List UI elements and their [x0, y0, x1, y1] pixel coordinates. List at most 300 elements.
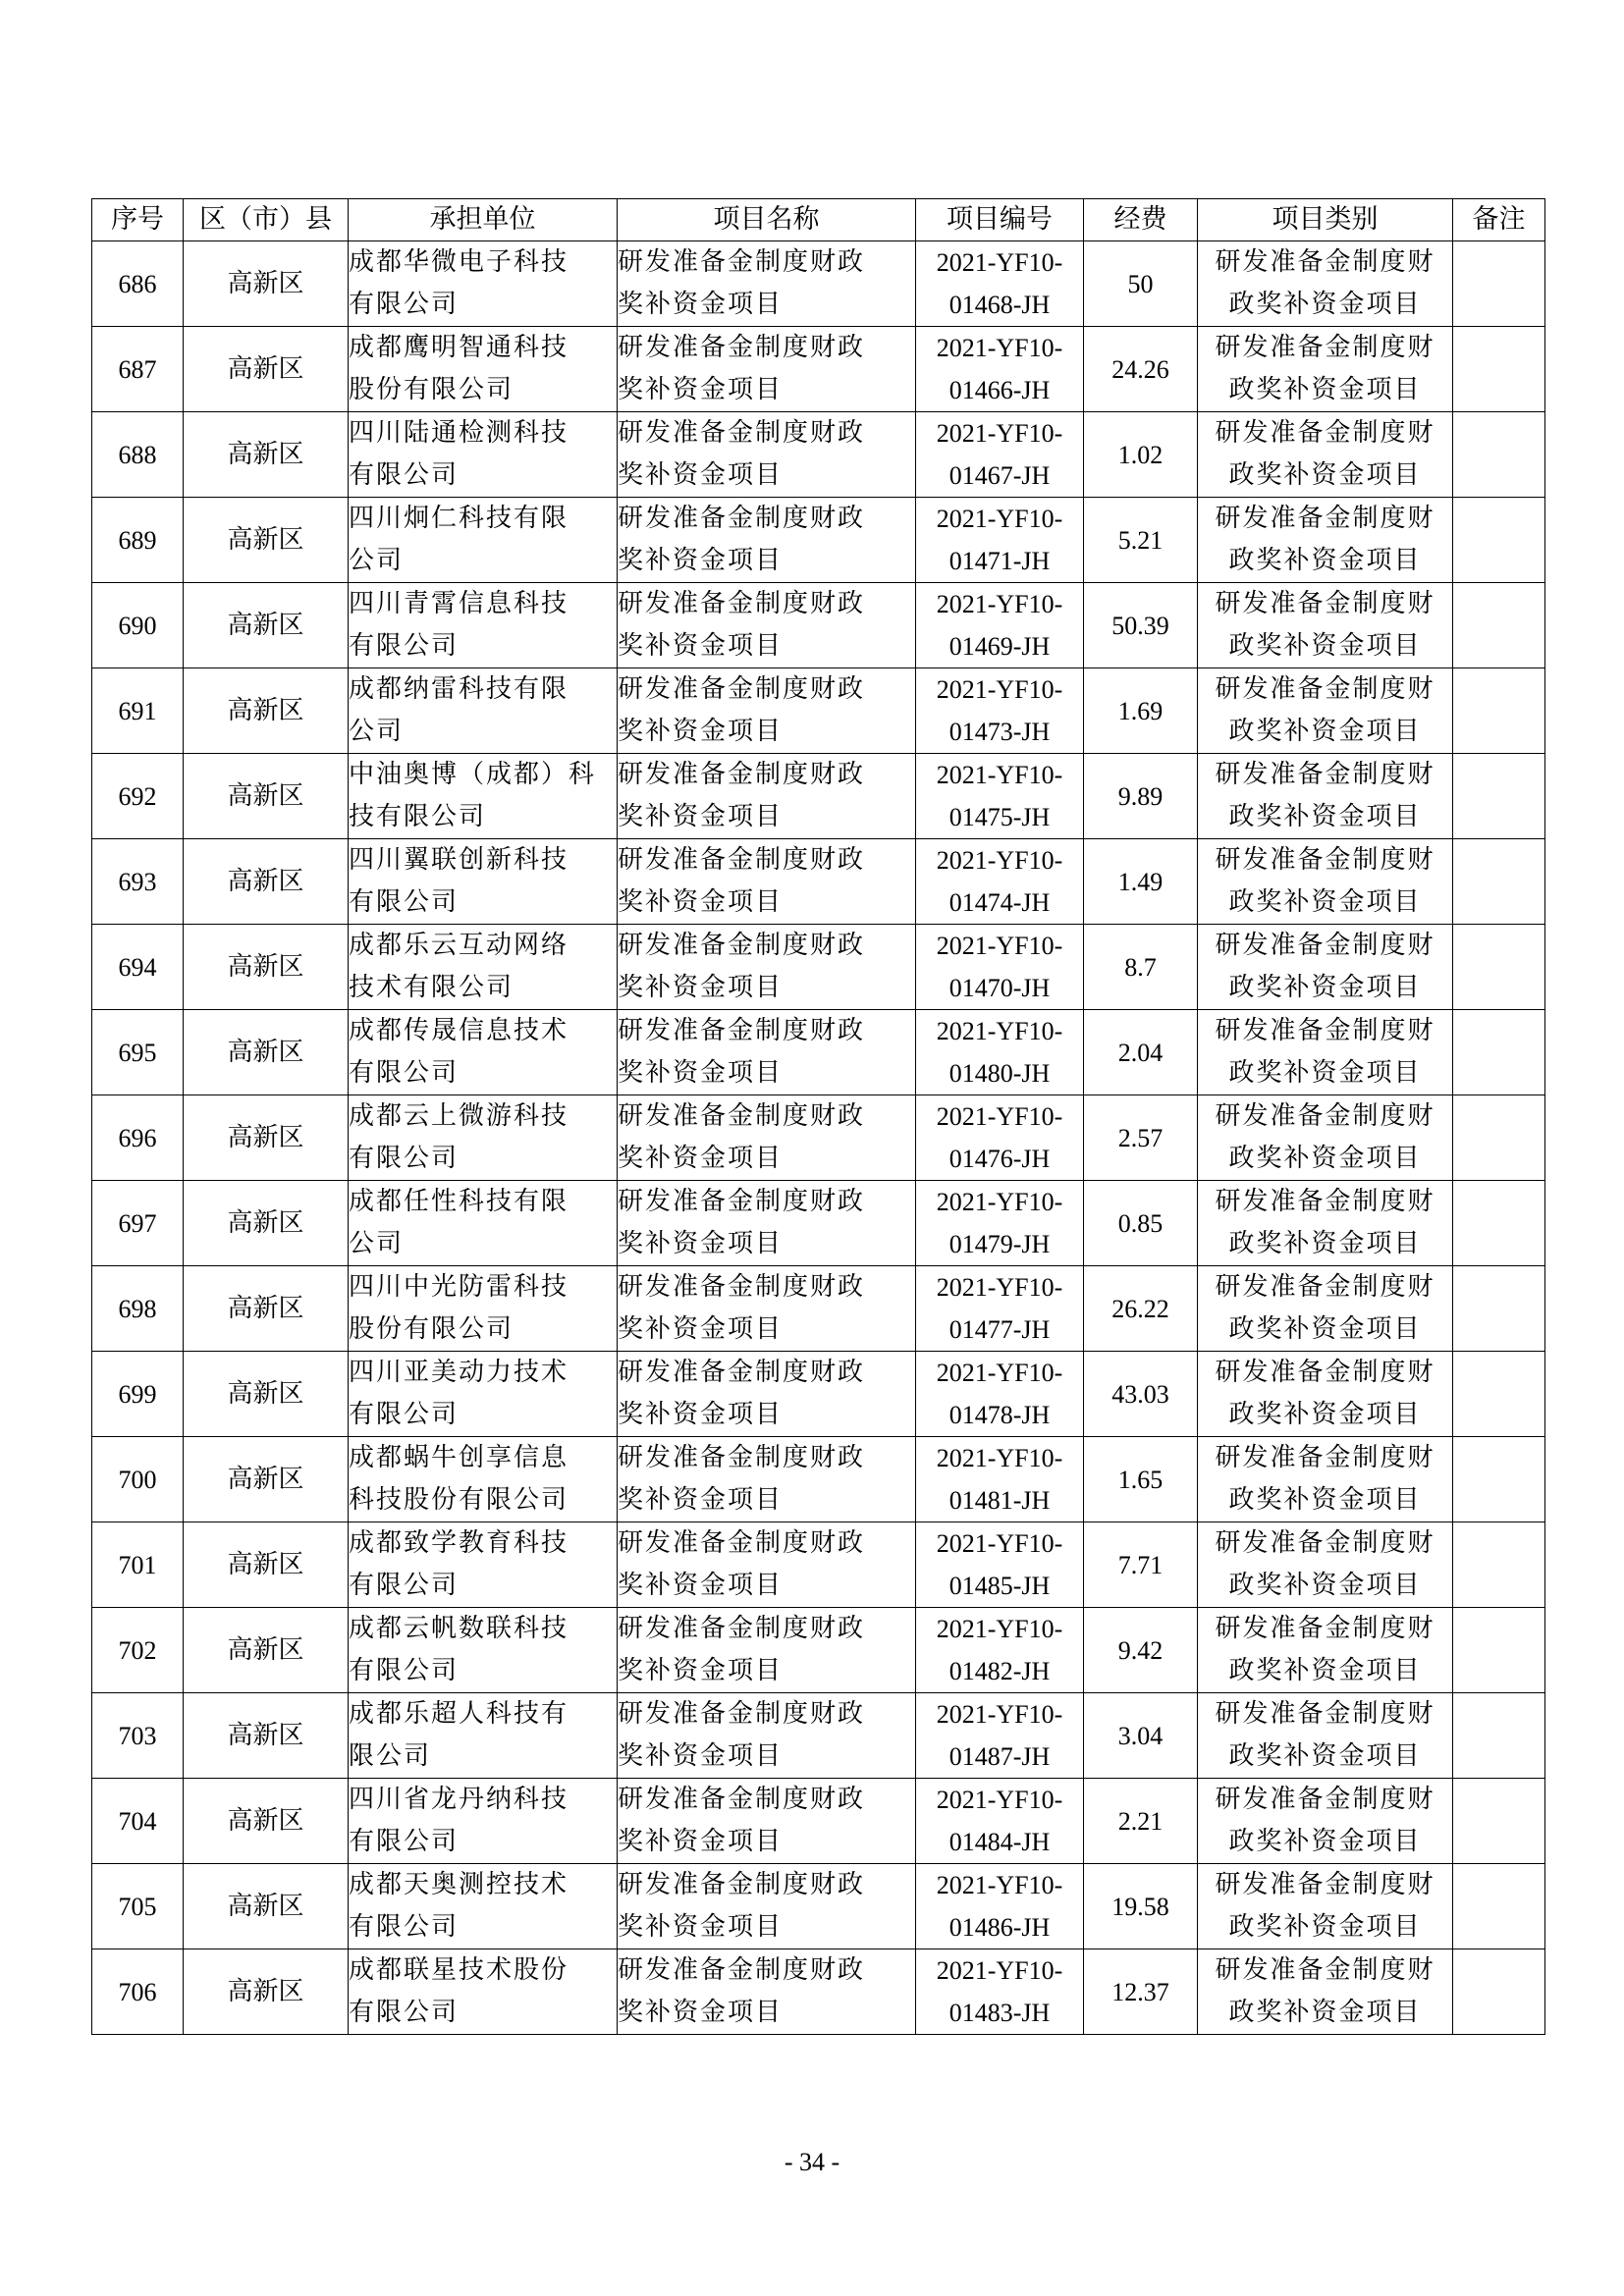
district-cell: 高新区	[184, 583, 349, 668]
project-code-cell-line: 01471-JH	[948, 547, 1051, 575]
project-code-cell-line: 01485-JH	[948, 1572, 1051, 1600]
project-code-cell	[916, 1095, 1084, 1181]
project-code-cell-line: 2021-YF10-	[936, 1188, 1063, 1216]
project-code-cell-line: 2021-YF10-	[936, 590, 1063, 618]
undertaking-unit-cell	[349, 1010, 618, 1095]
header-project-category: 项目类别	[1198, 199, 1453, 241]
project-code-cell-line: 2021-YF10-	[936, 1017, 1063, 1045]
serial-number-cell: 687	[92, 327, 184, 412]
project-name-cell	[618, 1864, 916, 1949]
funding-cell: 1.02	[1084, 412, 1198, 498]
project-code-cell	[916, 583, 1084, 668]
project-category-cell-line: 研发准备金制度财	[1215, 1358, 1435, 1387]
project-category-cell-line: 政奖补资金项目	[1228, 1144, 1422, 1173]
serial-number-cell: 698	[92, 1266, 184, 1352]
project-code-cell	[916, 1352, 1084, 1437]
district-cell: 高新区	[184, 1352, 349, 1437]
district-cell: 高新区	[184, 498, 349, 583]
district-cell: 高新区	[184, 1522, 349, 1608]
project-name-cell-line: 奖补资金项目	[618, 717, 784, 746]
table-row	[92, 1437, 1545, 1522]
serial-number-cell: 705	[92, 1864, 184, 1949]
project-category-cell	[1198, 1522, 1453, 1608]
project-category-cell	[1198, 1266, 1453, 1352]
page-number: - 34 -	[784, 2148, 840, 2176]
project-code-cell-line: 01487-JH	[948, 1742, 1051, 1771]
district-cell: 高新区	[184, 668, 349, 754]
project-code-cell-line: 01469-JH	[948, 632, 1051, 661]
table-row	[92, 1864, 1545, 1949]
project-category-cell-line: 研发准备金制度财	[1215, 1785, 1435, 1814]
remarks-cell	[1453, 1095, 1545, 1181]
undertaking-unit-cell	[349, 1608, 618, 1693]
undertaking-unit-cell-line: 有限公司	[349, 1400, 460, 1429]
undertaking-unit-cell-line: 技术有限公司	[349, 973, 514, 1002]
project-code-cell	[916, 839, 1084, 925]
undertaking-unit-cell	[349, 241, 618, 327]
undertaking-unit-cell-line: 成都乐超人科技有	[349, 1699, 569, 1729]
project-category-cell-line: 研发准备金制度财	[1215, 1699, 1435, 1729]
undertaking-unit-cell	[349, 668, 618, 754]
project-code-cell-line: 01480-JH	[948, 1059, 1051, 1088]
project-code-cell-line: 2021-YF10-	[936, 846, 1063, 875]
project-name-cell	[618, 1949, 916, 2035]
undertaking-unit-cell-line: 四川亚美动力技术	[349, 1358, 569, 1387]
project-category-cell-line: 政奖补资金项目	[1228, 1571, 1422, 1600]
undertaking-unit-cell-line: 有限公司	[349, 1656, 460, 1685]
project-code-cell-line: 01482-JH	[948, 1657, 1051, 1685]
remarks-cell	[1453, 583, 1545, 668]
project-code-cell-line: 01467-JH	[948, 461, 1051, 490]
table-row	[92, 668, 1545, 754]
project-code-cell	[916, 1864, 1084, 1949]
district-cell: 高新区	[184, 1693, 349, 1779]
undertaking-unit-cell-line: 成都联星技术股份	[349, 1955, 569, 1985]
project-category-cell-line: 研发准备金制度财	[1215, 418, 1435, 448]
header-serial-number: 序号	[92, 199, 184, 241]
table-row	[92, 327, 1545, 412]
project-code-cell-line: 01475-JH	[948, 803, 1051, 831]
project-name-cell	[618, 1437, 916, 1522]
project-category-cell-line: 研发准备金制度财	[1215, 931, 1435, 960]
funding-cell: 7.71	[1084, 1522, 1198, 1608]
project-name-cell	[618, 925, 916, 1010]
project-code-cell-line: 2021-YF10-	[936, 1871, 1063, 1899]
undertaking-unit-cell-line: 有限公司	[349, 1058, 460, 1088]
project-category-cell-line: 政奖补资金项目	[1228, 460, 1422, 490]
project-category-cell-line: 政奖补资金项目	[1228, 1485, 1422, 1515]
project-code-cell-line: 2021-YF10-	[936, 505, 1063, 533]
project-category-cell	[1198, 1352, 1453, 1437]
district-cell: 高新区	[184, 327, 349, 412]
table-row	[92, 1010, 1545, 1095]
project-name-cell-line: 研发准备金制度财政	[618, 1016, 866, 1045]
table-row	[92, 839, 1545, 925]
undertaking-unit-cell-line: 股份有限公司	[349, 1314, 514, 1344]
remarks-cell	[1453, 241, 1545, 327]
remarks-cell	[1453, 1608, 1545, 1693]
project-name-cell-line: 研发准备金制度财政	[618, 1614, 866, 1643]
project-name-cell-line: 奖补资金项目	[618, 1314, 784, 1344]
project-code-cell-line: 01479-JH	[948, 1230, 1051, 1258]
undertaking-unit-cell	[349, 498, 618, 583]
project-name-cell	[618, 498, 916, 583]
project-name-cell-line: 研发准备金制度财政	[618, 1870, 866, 1899]
project-code-cell-line: 01473-JH	[948, 718, 1051, 746]
project-name-cell-line: 研发准备金制度财政	[618, 1443, 866, 1472]
undertaking-unit-cell-line: 技有限公司	[349, 802, 487, 831]
remarks-cell	[1453, 754, 1545, 839]
project-name-cell-line: 奖补资金项目	[618, 1229, 784, 1258]
project-code-cell	[916, 241, 1084, 327]
undertaking-unit-cell-line: 成都传晟信息技术	[349, 1016, 569, 1045]
project-name-cell-line: 奖补资金项目	[618, 1741, 784, 1771]
project-category-cell	[1198, 1437, 1453, 1522]
table-row	[92, 1693, 1545, 1779]
table-row	[92, 241, 1545, 327]
funding-cell: 50.39	[1084, 583, 1198, 668]
project-name-cell	[618, 668, 916, 754]
remarks-cell	[1453, 1010, 1545, 1095]
undertaking-unit-cell-line: 成都华微电子科技	[349, 247, 569, 277]
project-category-cell-line: 政奖补资金项目	[1228, 1314, 1422, 1344]
funding-cell: 12.37	[1084, 1949, 1198, 2035]
table-row	[92, 1266, 1545, 1352]
project-name-cell-line: 研发准备金制度财政	[618, 1187, 866, 1216]
project-name-cell-line: 研发准备金制度财政	[618, 1101, 866, 1131]
serial-number-cell: 696	[92, 1095, 184, 1181]
project-name-cell-line: 奖补资金项目	[618, 375, 784, 404]
project-code-cell	[916, 498, 1084, 583]
table-row	[92, 1522, 1545, 1608]
header-row	[92, 199, 1545, 241]
serial-number-cell: 706	[92, 1949, 184, 2035]
project-category-cell-line: 政奖补资金项目	[1228, 973, 1422, 1002]
undertaking-unit-cell-line: 科技股份有限公司	[349, 1485, 569, 1515]
project-name-cell-line: 奖补资金项目	[618, 887, 784, 917]
undertaking-unit-cell-line: 有限公司	[349, 1827, 460, 1856]
table-row	[92, 754, 1545, 839]
funding-cell: 9.42	[1084, 1608, 1198, 1693]
table-row	[92, 583, 1545, 668]
district-cell: 高新区	[184, 1266, 349, 1352]
project-code-cell-line: 2021-YF10-	[936, 1529, 1063, 1558]
remarks-cell	[1453, 668, 1545, 754]
undertaking-unit-cell-line: 成都天奥测控技术	[349, 1870, 569, 1899]
funding-cell: 19.58	[1084, 1864, 1198, 1949]
serial-number-cell: 697	[92, 1181, 184, 1266]
header-undertaking-unit: 承担单位	[349, 199, 618, 241]
project-category-cell-line: 政奖补资金项目	[1228, 1912, 1422, 1942]
project-category-cell-line: 研发准备金制度财	[1215, 1870, 1435, 1899]
project-category-cell-line: 政奖补资金项目	[1228, 1656, 1422, 1685]
funding-cell: 1.65	[1084, 1437, 1198, 1522]
undertaking-unit-cell	[349, 754, 618, 839]
district-cell: 高新区	[184, 1779, 349, 1864]
funding-cell: 26.22	[1084, 1266, 1198, 1352]
undertaking-unit-cell-line: 成都乐云互动网络	[349, 931, 569, 960]
project-code-cell-line: 01468-JH	[948, 291, 1051, 319]
project-code-cell	[916, 412, 1084, 498]
project-category-cell	[1198, 412, 1453, 498]
district-cell: 高新区	[184, 1608, 349, 1693]
project-category-cell-line: 政奖补资金项目	[1228, 887, 1422, 917]
undertaking-unit-cell-line: 公司	[349, 717, 405, 746]
header-district: 区（市）县	[184, 199, 349, 241]
table-row	[92, 1608, 1545, 1693]
project-code-cell	[916, 925, 1084, 1010]
project-category-cell	[1198, 498, 1453, 583]
project-category-cell-line: 研发准备金制度财	[1215, 1528, 1435, 1558]
undertaking-unit-cell-line: 四川陆通检测科技	[349, 418, 569, 448]
header-project-name: 项目名称	[618, 199, 916, 241]
undertaking-unit-cell	[349, 1779, 618, 1864]
project-name-cell-line: 奖补资金项目	[618, 631, 784, 661]
district-cell: 高新区	[184, 1095, 349, 1181]
project-code-cell-line: 2021-YF10-	[936, 1102, 1063, 1131]
project-name-cell-line: 奖补资金项目	[618, 1485, 784, 1515]
project-category-cell-line: 政奖补资金项目	[1228, 546, 1422, 575]
undertaking-unit-cell	[349, 839, 618, 925]
undertaking-unit-cell-line: 四川翼联创新科技	[349, 845, 569, 875]
funding-cell: 1.69	[1084, 668, 1198, 754]
project-code-cell-line: 01466-JH	[948, 376, 1051, 404]
project-category-cell-line: 研发准备金制度财	[1215, 333, 1435, 362]
undertaking-unit-cell-line: 公司	[349, 1229, 405, 1258]
remarks-cell	[1453, 925, 1545, 1010]
project-category-cell	[1198, 1010, 1453, 1095]
remarks-cell	[1453, 1779, 1545, 1864]
undertaking-unit-cell-line: 四川中光防雷科技	[349, 1272, 569, 1302]
project-category-cell-line: 政奖补资金项目	[1228, 1229, 1422, 1258]
project-code-cell	[916, 1522, 1084, 1608]
undertaking-unit-cell	[349, 1949, 618, 2035]
undertaking-unit-cell	[349, 1181, 618, 1266]
undertaking-unit-cell-line: 有限公司	[349, 290, 460, 319]
header-project-code: 项目编号	[916, 199, 1084, 241]
undertaking-unit-cell-line: 四川省龙丹纳科技	[349, 1785, 569, 1814]
project-name-cell-line: 研发准备金制度财政	[618, 1358, 866, 1387]
project-category-cell-line: 研发准备金制度财	[1215, 1101, 1435, 1131]
project-category-cell-line: 研发准备金制度财	[1215, 674, 1435, 704]
project-category-cell-line: 政奖补资金项目	[1228, 1058, 1422, 1088]
project-category-cell-line: 研发准备金制度财	[1215, 1443, 1435, 1472]
project-category-cell	[1198, 839, 1453, 925]
project-name-cell-line: 研发准备金制度财政	[618, 674, 866, 704]
project-name-cell-line: 奖补资金项目	[618, 546, 784, 575]
project-name-cell-line: 研发准备金制度财政	[618, 418, 866, 448]
project-category-cell-line: 政奖补资金项目	[1228, 290, 1422, 319]
remarks-cell	[1453, 498, 1545, 583]
project-name-cell	[618, 754, 916, 839]
undertaking-unit-cell-line: 成都任性科技有限	[349, 1187, 569, 1216]
undertaking-unit-cell-line: 有限公司	[349, 631, 460, 661]
project-name-cell	[618, 583, 916, 668]
funding-cell: 1.49	[1084, 839, 1198, 925]
remarks-cell	[1453, 1864, 1545, 1949]
district-cell: 高新区	[184, 1864, 349, 1949]
project-code-cell-line: 2021-YF10-	[936, 761, 1063, 789]
project-category-cell-line: 政奖补资金项目	[1228, 802, 1422, 831]
undertaking-unit-cell-line: 有限公司	[349, 460, 460, 490]
project-name-cell-line: 研发准备金制度财政	[618, 247, 866, 277]
table-row	[92, 1949, 1545, 2035]
district-cell: 高新区	[184, 839, 349, 925]
district-cell: 高新区	[184, 754, 349, 839]
undertaking-unit-cell	[349, 327, 618, 412]
undertaking-unit-cell-line: 有限公司	[349, 1998, 460, 2027]
undertaking-unit-cell-line: 成都致学教育科技	[349, 1528, 569, 1558]
undertaking-unit-cell-line: 四川炯仁科技有限	[349, 504, 569, 533]
project-name-cell-line: 研发准备金制度财政	[618, 1785, 866, 1814]
project-category-cell-line: 政奖补资金项目	[1228, 717, 1422, 746]
project-category-cell-line: 政奖补资金项目	[1228, 1400, 1422, 1429]
project-code-cell	[916, 1437, 1084, 1522]
project-code-cell-line: 01477-JH	[948, 1315, 1051, 1344]
project-name-cell	[618, 1352, 916, 1437]
remarks-cell	[1453, 1949, 1545, 2035]
project-code-cell	[916, 754, 1084, 839]
project-name-cell-line: 奖补资金项目	[618, 1998, 784, 2027]
table-row	[92, 498, 1545, 583]
remarks-cell	[1453, 1352, 1545, 1437]
serial-number-cell: 688	[92, 412, 184, 498]
project-name-cell	[618, 241, 916, 327]
undertaking-unit-cell-line: 四川青霄信息科技	[349, 589, 569, 618]
project-category-cell	[1198, 1608, 1453, 1693]
funding-cell: 3.04	[1084, 1693, 1198, 1779]
project-name-cell-line: 研发准备金制度财政	[618, 504, 866, 533]
project-category-cell	[1198, 241, 1453, 327]
undertaking-unit-cell-line: 股份有限公司	[349, 375, 514, 404]
undertaking-unit-cell	[349, 1522, 618, 1608]
table-row	[92, 925, 1545, 1010]
undertaking-unit-cell	[349, 583, 618, 668]
project-name-cell-line: 研发准备金制度财政	[618, 1528, 866, 1558]
header-remarks: 备注	[1453, 199, 1545, 241]
district-cell: 高新区	[184, 241, 349, 327]
project-category-cell	[1198, 1949, 1453, 2035]
project-name-cell-line: 研发准备金制度财政	[618, 1272, 866, 1302]
undertaking-unit-cell	[349, 1266, 618, 1352]
funding-cell: 50	[1084, 241, 1198, 327]
project-code-cell-line: 01470-JH	[948, 974, 1051, 1002]
remarks-cell	[1453, 1266, 1545, 1352]
project-name-cell	[618, 327, 916, 412]
project-name-cell	[618, 1181, 916, 1266]
remarks-cell	[1453, 1522, 1545, 1608]
project-category-cell	[1198, 1095, 1453, 1181]
remarks-cell	[1453, 839, 1545, 925]
project-code-cell-line: 2021-YF10-	[936, 1273, 1063, 1302]
project-code-cell-line: 2021-YF10-	[936, 1786, 1063, 1814]
project-code-cell-line: 2021-YF10-	[936, 675, 1063, 704]
district-cell: 高新区	[184, 1181, 349, 1266]
project-name-cell-line: 奖补资金项目	[618, 1400, 784, 1429]
project-name-cell-line: 研发准备金制度财政	[618, 845, 866, 875]
undertaking-unit-cell	[349, 412, 618, 498]
project-code-cell-line: 01484-JH	[948, 1828, 1051, 1856]
project-category-cell	[1198, 1864, 1453, 1949]
project-code-cell-line: 2021-YF10-	[936, 1956, 1063, 1985]
table-row	[92, 1779, 1545, 1864]
project-category-cell-line: 政奖补资金项目	[1228, 1741, 1422, 1771]
project-name-cell-line: 奖补资金项目	[618, 290, 784, 319]
funding-cell: 0.85	[1084, 1181, 1198, 1266]
project-name-cell	[618, 1693, 916, 1779]
project-code-cell	[916, 1010, 1084, 1095]
header-funding: 经费	[1084, 199, 1198, 241]
serial-number-cell: 693	[92, 839, 184, 925]
remarks-cell	[1453, 1181, 1545, 1266]
serial-number-cell: 702	[92, 1608, 184, 1693]
district-cell: 高新区	[184, 1010, 349, 1095]
undertaking-unit-cell-line: 限公司	[349, 1741, 432, 1771]
project-category-cell-line: 研发准备金制度财	[1215, 845, 1435, 875]
undertaking-unit-cell-line: 成都纳雷科技有限	[349, 674, 569, 704]
project-code-cell	[916, 1181, 1084, 1266]
project-code-cell-line: 2021-YF10-	[936, 334, 1063, 362]
undertaking-unit-cell	[349, 1095, 618, 1181]
project-name-cell-line: 研发准备金制度财政	[618, 589, 866, 618]
serial-number-cell: 695	[92, 1010, 184, 1095]
serial-number-cell: 694	[92, 925, 184, 1010]
undertaking-unit-cell-line: 公司	[349, 546, 405, 575]
project-name-cell-line: 奖补资金项目	[618, 1656, 784, 1685]
funding-cell: 24.26	[1084, 327, 1198, 412]
project-name-cell-line: 研发准备金制度财政	[618, 760, 866, 789]
project-category-cell-line: 研发准备金制度财	[1215, 1016, 1435, 1045]
undertaking-unit-cell-line: 有限公司	[349, 1912, 460, 1942]
project-name-cell	[618, 1522, 916, 1608]
project-name-cell	[618, 1779, 916, 1864]
project-code-cell	[916, 1693, 1084, 1779]
project-category-cell	[1198, 583, 1453, 668]
project-code-cell-line: 2021-YF10-	[936, 932, 1063, 960]
serial-number-cell: 699	[92, 1352, 184, 1437]
undertaking-unit-cell-line: 成都鹰明智通科技	[349, 333, 569, 362]
table-row	[92, 1095, 1545, 1181]
undertaking-unit-cell-line: 有限公司	[349, 1571, 460, 1600]
undertaking-unit-cell	[349, 925, 618, 1010]
serial-number-cell: 691	[92, 668, 184, 754]
undertaking-unit-cell-line: 中油奥博（成都）科	[349, 760, 597, 789]
project-category-cell-line: 研发准备金制度财	[1215, 589, 1435, 618]
project-code-cell-line: 2021-YF10-	[936, 248, 1063, 277]
project-name-cell-line: 研发准备金制度财政	[618, 1699, 866, 1729]
project-code-cell-line: 2021-YF10-	[936, 419, 1063, 448]
table-row	[92, 1181, 1545, 1266]
project-name-cell-line: 奖补资金项目	[618, 1144, 784, 1173]
project-name-cell	[618, 839, 916, 925]
funding-cell: 9.89	[1084, 754, 1198, 839]
funding-cell: 2.21	[1084, 1779, 1198, 1864]
project-category-cell	[1198, 754, 1453, 839]
project-name-cell	[618, 412, 916, 498]
undertaking-unit-cell	[349, 1864, 618, 1949]
funding-cell: 2.04	[1084, 1010, 1198, 1095]
project-category-cell-line: 政奖补资金项目	[1228, 631, 1422, 661]
project-category-cell	[1198, 925, 1453, 1010]
project-category-cell	[1198, 1693, 1453, 1779]
project-category-cell-line: 研发准备金制度财	[1215, 247, 1435, 277]
project-category-cell-line: 研发准备金制度财	[1215, 1272, 1435, 1302]
project-code-cell-line: 01474-JH	[948, 888, 1051, 917]
serial-number-cell: 703	[92, 1693, 184, 1779]
district-cell: 高新区	[184, 1437, 349, 1522]
project-name-cell-line: 奖补资金项目	[618, 973, 784, 1002]
project-category-cell	[1198, 668, 1453, 754]
